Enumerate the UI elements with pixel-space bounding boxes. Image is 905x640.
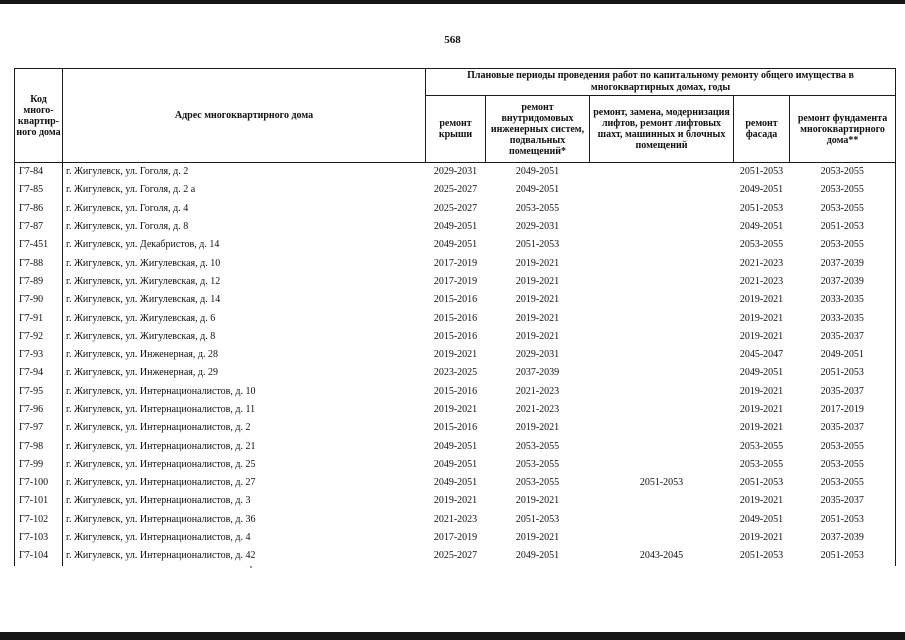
cell-facade: 2051-2053 — [739, 477, 784, 489]
cell-roof: 2023-2025 — [433, 367, 478, 379]
cell-foundation: 2053-2055 — [790, 474, 896, 492]
cell-foundation: 2017-2019 — [790, 401, 896, 419]
cell-systems: 2019-2021 — [515, 532, 560, 544]
cell-code: Г7-451 — [15, 236, 63, 254]
cell-elevators — [590, 328, 734, 346]
cell-systems: 2019-2021 — [515, 330, 560, 342]
cell-address: г. Жигулевск, ул. Интернационалистов, д. 21 — [66, 440, 256, 452]
cell-elevators: 2051-2053 — [639, 477, 684, 489]
cell-roof: 2049-2051 — [433, 239, 478, 251]
cell-foundation: 2053-2055 — [790, 163, 896, 182]
cell-address: г. Жигулевск, ул. Интернационалистов, д. 10 — [66, 385, 256, 397]
cell-systems: 2049-2051 — [515, 550, 560, 562]
cell-roof: 2025-2027 — [433, 184, 478, 196]
cell-facade: 2019-2021 — [739, 294, 784, 306]
cell-elevators — [590, 291, 734, 309]
cell-systems: 2051-2053 — [515, 239, 560, 251]
top-border-bar — [0, 0, 905, 4]
cell-elevators — [590, 364, 734, 382]
page-number: 568 — [444, 34, 461, 46]
cell-foundation: 2053-2055 — [790, 456, 896, 474]
cell-foundation: 2053-2055 — [790, 200, 896, 218]
cell-systems: 2049-2051 — [515, 184, 560, 196]
cell-roof: 2015-2016 — [433, 385, 478, 397]
cell-systems: 2019-2021 — [515, 275, 560, 287]
table-row — [15, 163, 896, 182]
cell-systems: 2019-2021 — [515, 257, 560, 269]
cell-address: г. Жигулевск, ул. Интернационалистов, д. 2 — [66, 422, 251, 434]
cell-roof: 2025-2027 — [433, 550, 478, 562]
cell-systems: 2021-2023 — [515, 404, 560, 415]
cell-foundation: 2051-2053 — [790, 511, 896, 529]
cell-address: г. Жигулевск, ул. Интернационалистов, д. 4 — [66, 532, 251, 544]
table-row — [15, 328, 896, 346]
cell-code: Г7-103 — [15, 529, 63, 547]
cell-elevators — [590, 529, 734, 547]
header-roof: ремонт крыши — [426, 96, 486, 163]
cell-elevators — [590, 401, 734, 419]
table-row — [15, 511, 896, 529]
cell-address: г. Жигулевск, ул. Жигулевская, д. 6 — [66, 312, 216, 324]
cell-address: г. Жигулевск, ул. Гоголя, д. 4 — [66, 202, 189, 214]
cell-roof: 2017-2019 — [433, 532, 478, 544]
cell-systems: 2019-2021 — [515, 294, 560, 306]
cell-systems: 2053-2055 — [515, 458, 560, 470]
cell-address: г. Жигулевск, ул. Гоголя, д. 8 — [66, 221, 189, 233]
table-row — [15, 218, 896, 236]
cell-elevators — [590, 254, 734, 272]
cell-address: г. Жигулевск, ул. Интернационалистов, д. 11 — [66, 404, 256, 415]
cell-foundation: 2053-2055 — [790, 236, 896, 254]
table-row — [15, 419, 896, 437]
cell-foundation: 2037-2039 — [790, 273, 896, 291]
table-row — [15, 346, 896, 364]
cell-facade: 2019-2021 — [739, 422, 784, 434]
cell-facade: 2049-2051 — [739, 221, 784, 233]
cell-foundation: 2035-2037 — [790, 419, 896, 437]
cell-code: Г7-96 — [15, 401, 63, 419]
cell-foundation: 2035-2037 — [790, 492, 896, 510]
cell-code: Г7-95 — [15, 383, 63, 401]
cell-code: Г7-97 — [15, 419, 63, 437]
cell-address: г. Жигулевск, ул. Жигулевская, д. 12 — [66, 275, 221, 287]
cell-facade: 2053-2055 — [739, 440, 784, 452]
table-row — [15, 474, 896, 492]
cell-address: г. Жигулевск, ул. Инженерная, д. 28 — [66, 349, 218, 361]
cell-systems: 2019-2021 — [515, 422, 560, 434]
cell-foundation: 2033-2035 — [790, 309, 896, 327]
cell-roof: 2049-2051 — [433, 440, 478, 452]
cell-roof: 2019-2021 — [433, 404, 478, 415]
cell-code: Г7-91 — [15, 309, 63, 327]
bottom-border-bar — [0, 632, 905, 640]
table-row — [15, 547, 896, 565]
cell-facade: 2051-2053 — [739, 202, 784, 214]
cell-facade: 2053-2055 — [739, 458, 784, 470]
cell-roof: 2049-2051 — [433, 477, 478, 489]
cell-facade: 2021-2023 — [739, 257, 784, 269]
cell-address: г. Жигулевск, ул. Жигулевская, д. 8 — [66, 330, 216, 342]
cell-facade: 2049-2051 — [739, 367, 784, 379]
cell-code: Г7-84 — [15, 163, 63, 182]
table-row — [15, 383, 896, 401]
cell-facade: 2049-2051 — [739, 513, 784, 525]
cell-address: г. Жигулевск, ул. Гоголя, д. 2 — [66, 166, 189, 178]
cell-elevators — [590, 492, 734, 510]
cell-elevators — [590, 346, 734, 364]
cell-systems: 2029-2031 — [515, 349, 560, 361]
cell-roof: 2017-2019 — [433, 275, 478, 287]
cell-roof: 2025-2027 — [433, 202, 478, 214]
cell-systems: 2051-2053 — [515, 513, 560, 525]
cell-elevators — [590, 456, 734, 474]
cell-roof: 2017-2019 — [433, 257, 478, 269]
cell-roof: 2019-2021 — [433, 349, 478, 361]
cell-systems: 2053-2055 — [515, 440, 560, 452]
cell-roof: 2015-2016 — [433, 294, 478, 306]
cell-elevators: 2043-2045 — [639, 550, 684, 562]
table-row — [15, 364, 896, 382]
cell-foundation: 2037-2039 — [790, 529, 896, 547]
cell-code: Г7-100 — [15, 474, 63, 492]
cell-address: г. Жигулевск, ул. Декабристов, д. 14 — [66, 239, 220, 251]
cell-address: г. Жигулевск, ул. Гоголя, д. 2 а — [66, 184, 196, 196]
cell-code: Г7-88 — [15, 254, 63, 272]
cell-foundation: 2051-2053 — [790, 547, 896, 565]
cell-facade: 2053-2055 — [739, 239, 784, 251]
header-address: Адрес многоквартирного дома — [63, 69, 426, 163]
cell-roof: 2049-2051 — [433, 221, 478, 233]
table-row — [15, 254, 896, 272]
cell-code: Г7-101 — [15, 492, 63, 510]
cell-systems: 2019-2021 — [515, 312, 560, 324]
table-header — [15, 69, 896, 163]
cell-facade: 2019-2021 — [739, 312, 784, 324]
cell-roof: 2019-2021 — [433, 495, 478, 507]
cell-facade: 2019-2021 — [739, 330, 784, 342]
cell-code: Г7-92 — [15, 328, 63, 346]
cell-foundation: 2037-2039 — [790, 254, 896, 272]
cell-code: Г7-85 — [15, 181, 63, 199]
cell-elevators — [590, 437, 734, 455]
cell-address: г. Жигулевск, ул. Интернационалистов, д. 3 — [66, 495, 251, 507]
cell-address: г. Жигулевск, ул. Инженерная, д. 29 — [66, 367, 218, 379]
cell-address: г. Жигулевск, ул. Жигулевская, д. 10 — [66, 257, 221, 269]
cell-elevators — [590, 511, 734, 529]
cell-foundation: 2051-2053 — [790, 218, 896, 236]
table-row — [15, 236, 896, 254]
table-row — [15, 309, 896, 327]
cell-address: г. Жигулевск, ул. Жигулевская, д. 14 — [66, 294, 221, 306]
cell-elevators — [590, 218, 734, 236]
ink-speck — [250, 566, 252, 568]
cell-systems: 2053-2055 — [515, 202, 560, 214]
cell-elevators — [590, 383, 734, 401]
cell-code: Г7-86 — [15, 200, 63, 218]
table-body — [15, 163, 896, 566]
cell-systems: 2029-2031 — [515, 221, 560, 233]
cell-facade: 2019-2021 — [739, 404, 784, 415]
cell-roof: 2015-2016 — [433, 422, 478, 434]
table-row — [15, 273, 896, 291]
cell-elevators — [590, 200, 734, 218]
cell-facade: 2019-2021 — [739, 495, 784, 507]
cell-facade: 2045-2047 — [739, 349, 784, 361]
cell-elevators — [590, 419, 734, 437]
cell-systems: 2021-2023 — [515, 385, 560, 397]
cell-code: Г7-104 — [15, 547, 63, 565]
header-elevators: ремонт, замена, модернизация лифтов, ремонт лифтовых шахт, машинных и блочных помещений — [590, 96, 734, 163]
cell-foundation: 2053-2055 — [790, 181, 896, 199]
header-planned-periods: Плановые периоды проведения работ по капитальному ремонту общего имущества в многоквартирных домах, годы — [426, 69, 896, 96]
cell-roof: 2015-2016 — [433, 312, 478, 324]
table-row — [15, 181, 896, 199]
cell-systems: 2049-2051 — [515, 166, 560, 178]
cell-elevators — [590, 181, 734, 199]
cell-elevators — [590, 309, 734, 327]
table-row — [15, 492, 896, 510]
cell-elevators — [590, 236, 734, 254]
cell-facade: 2051-2053 — [739, 166, 784, 178]
cell-foundation: 2051-2053 — [790, 364, 896, 382]
table-row — [15, 291, 896, 309]
table-row — [15, 529, 896, 547]
cell-foundation: 2033-2035 — [790, 291, 896, 309]
cell-code: Г7-89 — [15, 273, 63, 291]
cell-foundation: 2053-2055 — [790, 437, 896, 455]
cell-roof: 2015-2016 — [433, 330, 478, 342]
cell-foundation: 2049-2051 — [790, 346, 896, 364]
cell-facade: 2021-2023 — [739, 275, 784, 287]
cell-facade: 2049-2051 — [739, 184, 784, 196]
table-row — [15, 401, 896, 419]
cell-foundation: 2035-2037 — [790, 328, 896, 346]
cell-elevators — [590, 163, 734, 182]
cell-systems: 2037-2039 — [515, 367, 560, 379]
cell-facade: 2051-2053 — [739, 550, 784, 562]
cell-code: Г7-93 — [15, 346, 63, 364]
cell-address: г. Жигулевск, ул. Интернационалистов, д. 42 — [66, 550, 256, 562]
repair-schedule-table — [14, 68, 896, 566]
cell-systems: 2019-2021 — [515, 495, 560, 507]
header-code: Код много-квартир-ного дома — [15, 69, 63, 163]
cell-roof: 2049-2051 — [433, 458, 478, 470]
cell-foundation: 2035-2037 — [790, 383, 896, 401]
cell-code: Г7-94 — [15, 364, 63, 382]
cell-address: г. Жигулевск, ул. Интернационалистов, д. 27 — [66, 477, 256, 489]
cell-code: Г7-102 — [15, 511, 63, 529]
cell-code: Г7-90 — [15, 291, 63, 309]
cell-facade: 2019-2021 — [739, 385, 784, 397]
cell-systems: 2053-2055 — [515, 477, 560, 489]
cell-address: г. Жигулевск, ул. Интернационалистов, д. 25 — [66, 458, 256, 470]
cell-roof: 2021-2023 — [433, 513, 478, 525]
header-foundation: ремонт фундамента многоквартирного дома** — [790, 96, 896, 163]
header-systems: ремонт внутридомовых инженерных систем, подвальных помещений* — [486, 96, 590, 163]
header-facade: ремонт фасада — [734, 96, 790, 163]
cell-roof: 2029-2031 — [433, 166, 478, 178]
table-row — [15, 437, 896, 455]
table-row — [15, 200, 896, 218]
cell-address: г. Жигулевск, ул. Интернационалистов, д. 36 — [66, 513, 256, 525]
cell-code: Г7-99 — [15, 456, 63, 474]
cell-code: Г7-98 — [15, 437, 63, 455]
cell-elevators — [590, 273, 734, 291]
table-row — [15, 456, 896, 474]
cell-facade: 2019-2021 — [739, 532, 784, 544]
cell-code: Г7-87 — [15, 218, 63, 236]
